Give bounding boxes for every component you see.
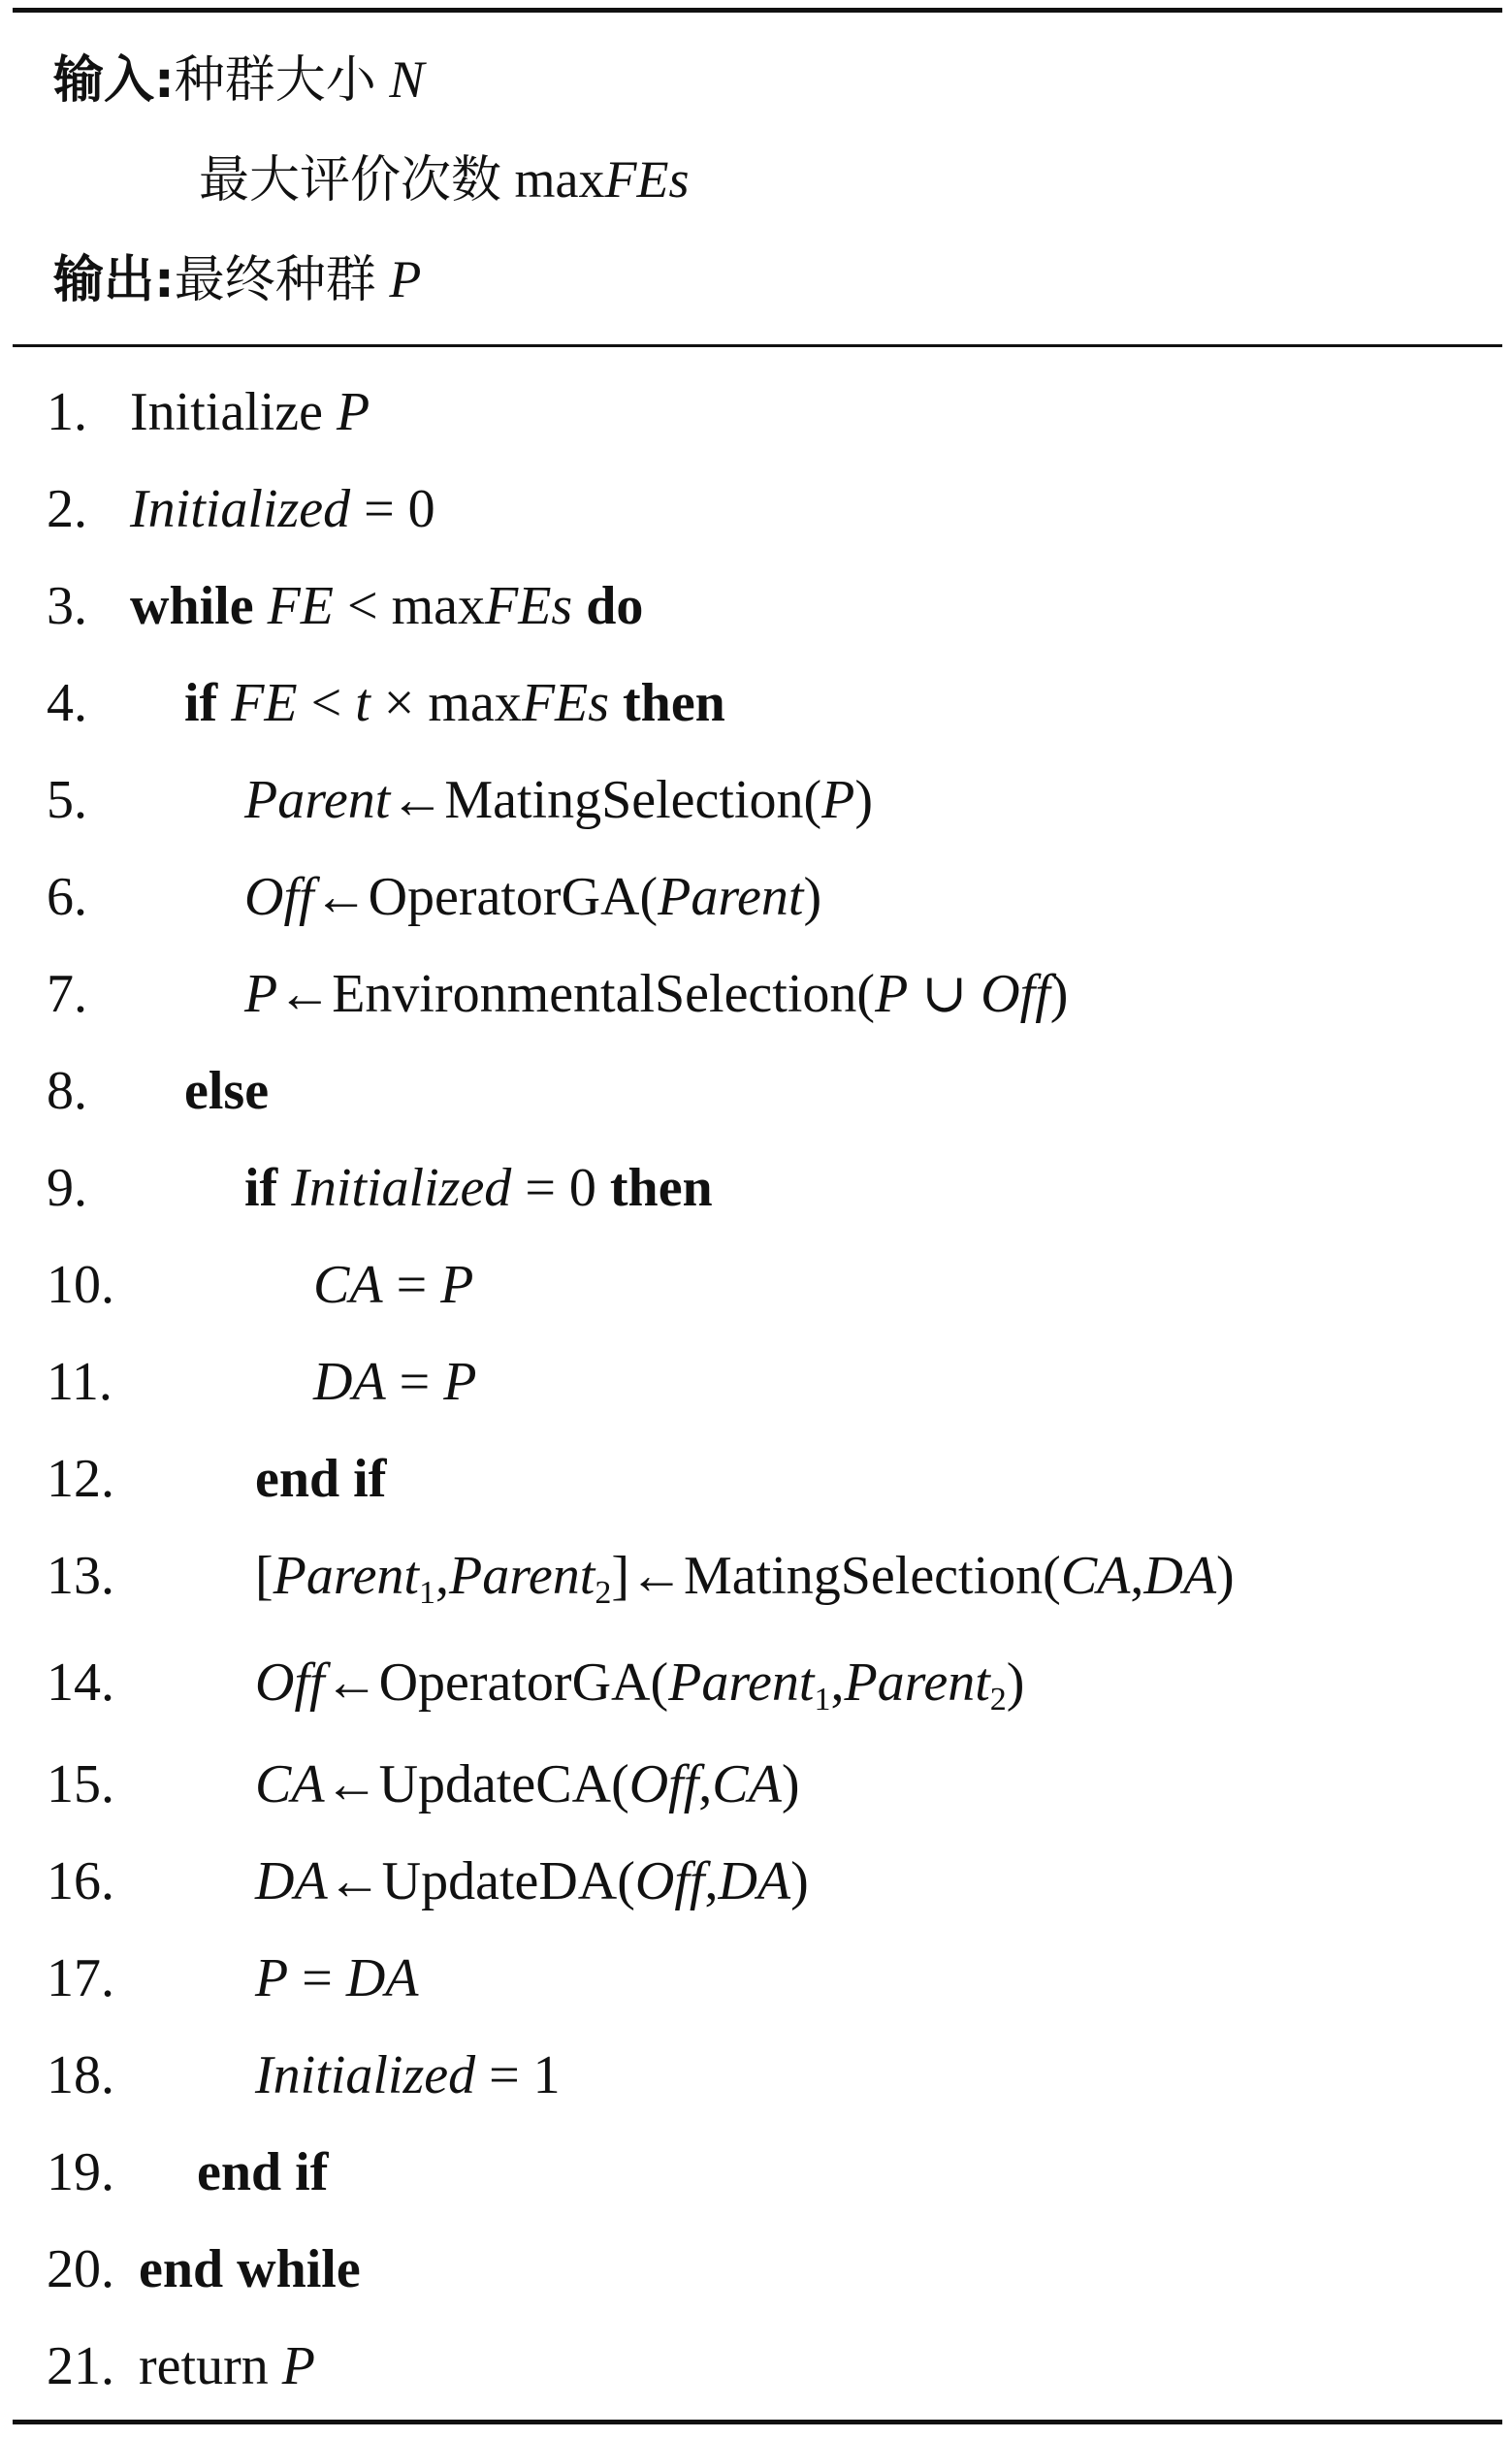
population-var: P: [443, 1352, 477, 1412]
algo-line-15: [47, 1746, 800, 1823]
top-rule: [13, 8, 1502, 13]
comma: ,: [1130, 1546, 1144, 1606]
algo-line-1: [47, 373, 370, 451]
header-divider-rule: [13, 344, 1502, 347]
line-number: 8.: [47, 1061, 87, 1121]
fe-var: FE: [231, 673, 298, 733]
rparen: ): [1049, 964, 1069, 1024]
input-line-max-evaluations: [53, 141, 690, 218]
operator-ga-func: OperatorGA: [368, 867, 640, 927]
input-label: 输入:: [53, 51, 175, 110]
algo-line-16: [47, 1843, 809, 1920]
lparen: (: [803, 770, 822, 830]
arrow: ←: [324, 1754, 379, 1814]
lparen: (: [617, 1851, 635, 1911]
parent-var: Parent: [449, 1546, 595, 1606]
algo-line-12: [47, 1440, 386, 1518]
rparen: ): [1006, 1653, 1025, 1713]
comma: ,: [704, 1851, 719, 1911]
max-prefix: max: [391, 576, 485, 636]
da-var: DA: [255, 1851, 328, 1911]
da-var: DA: [345, 1948, 419, 2008]
algo-line-2: [47, 470, 435, 548]
parent-var: Parent: [244, 770, 391, 830]
line-number: 3.: [47, 576, 87, 636]
line-number: 7.: [47, 964, 87, 1024]
lparen: (: [1043, 1546, 1061, 1606]
input-max-prefix: max: [514, 150, 605, 209]
ca-var: CA: [313, 1255, 383, 1315]
input-population-size-text: 种群大小: [174, 51, 376, 110]
if-keyword: if: [184, 673, 218, 733]
subscript-1: 1: [419, 1575, 435, 1611]
return-keyword: return: [139, 2336, 269, 2396]
line-number: 6.: [47, 867, 87, 927]
subscript-2: 2: [595, 1575, 612, 1611]
off-var: Off: [981, 964, 1050, 1024]
rparen: ): [803, 867, 822, 927]
lparen: (: [639, 867, 659, 927]
da-var: DA: [1143, 1546, 1217, 1606]
line-number: 16.: [47, 1851, 114, 1911]
arrow: ←: [324, 1653, 379, 1713]
off-var: Off: [255, 1653, 325, 1713]
lparen: (: [650, 1653, 669, 1713]
algo-line-9: [47, 1149, 713, 1227]
population-var: P: [244, 964, 278, 1024]
union-sign: ∪: [921, 964, 968, 1024]
line-number: 20.: [47, 2239, 114, 2299]
initialize-keyword: Initialize: [130, 382, 324, 442]
line-number: 10.: [47, 1255, 114, 1315]
output-final-population-text: 最终种群: [174, 251, 376, 309]
population-var: P: [875, 964, 909, 1024]
line-number: 15.: [47, 1754, 114, 1814]
algo-line-3: [47, 567, 643, 645]
equals-zero: = 0: [525, 1158, 596, 1218]
algo-line-10: [47, 1246, 473, 1324]
then-keyword: then: [609, 1158, 713, 1218]
initialized-var: Initialized: [130, 479, 351, 539]
assign-zero: = 0: [364, 479, 435, 539]
algo-line-21: [47, 2327, 315, 2405]
output-label: 输出:: [53, 251, 175, 309]
comma: ,: [830, 1653, 845, 1713]
while-keyword: while: [130, 576, 254, 636]
mating-selection-func: MatingSelection: [444, 770, 804, 830]
da-var: DA: [718, 1851, 791, 1911]
parent-var: Parent: [273, 1546, 419, 1606]
line-number: 17.: [47, 1948, 114, 2008]
line-number: 18.: [47, 2045, 114, 2105]
lbracket: [: [255, 1546, 273, 1606]
input-max-evaluations-text: 最大评价次数: [199, 151, 502, 209]
rparen: ): [781, 1754, 800, 1814]
end-if-keyword: end if: [255, 1449, 387, 1509]
parent-var: Parent: [668, 1653, 815, 1713]
initialized-var: Initialized: [255, 2045, 476, 2105]
mating-selection-func: MatingSelection: [684, 1546, 1044, 1606]
population-var: P: [281, 2336, 315, 2396]
comma: ,: [435, 1546, 449, 1606]
do-keyword: do: [586, 576, 644, 636]
update-ca-func: UpdateCA: [378, 1754, 612, 1814]
max-prefix: max: [428, 673, 522, 733]
equals: =: [399, 1352, 431, 1412]
arrow: ←: [277, 964, 333, 1024]
line-number: 4.: [47, 673, 87, 733]
equals: =: [302, 1948, 333, 2008]
then-keyword: then: [623, 673, 725, 733]
line-number: 13.: [47, 1546, 114, 1606]
lparen: (: [611, 1754, 629, 1814]
subscript-2: 2: [989, 1682, 1007, 1717]
input-population-size-symbol: N: [389, 50, 425, 109]
bottom-rule: [13, 2420, 1502, 2424]
algo-line-18: [47, 2037, 561, 2114]
algo-line-8: [47, 1052, 269, 1130]
algo-line-14: [47, 1644, 1024, 1721]
initialized-var: Initialized: [291, 1158, 512, 1218]
algo-line-7: [47, 955, 1068, 1033]
assign-one: = 1: [489, 2045, 561, 2105]
line-number: 2.: [47, 479, 87, 539]
line-number: 21.: [47, 2336, 114, 2396]
if-keyword: if: [244, 1158, 278, 1218]
subscript-1: 1: [814, 1682, 831, 1717]
t-var: t: [355, 673, 370, 733]
ca-var: CA: [712, 1754, 782, 1814]
algo-line-13: [47, 1537, 1235, 1615]
population-var: P: [821, 770, 855, 830]
algo-line-19: [47, 2134, 328, 2211]
line-number: 14.: [47, 1653, 114, 1713]
off-var: Off: [634, 1851, 705, 1911]
fe-var: FE: [267, 576, 334, 636]
parent-var: Parent: [658, 867, 804, 927]
population-var: P: [440, 1255, 474, 1315]
algo-line-17: [47, 1940, 418, 2017]
fes-var: FEs: [521, 673, 610, 733]
ca-var: CA: [1060, 1546, 1131, 1606]
arrow: ←: [313, 867, 369, 927]
output-line: [53, 241, 421, 318]
algo-line-20: [47, 2230, 361, 2308]
update-da-func: UpdateDA: [381, 1851, 618, 1911]
less-than: <: [346, 576, 378, 636]
algo-line-4: [47, 664, 725, 742]
lparen: (: [856, 964, 876, 1024]
parent-var: Parent: [844, 1653, 990, 1713]
output-symbol: P: [389, 250, 422, 308]
else-keyword: else: [184, 1061, 270, 1121]
times-sign: ×: [383, 673, 415, 733]
end-if-keyword: end if: [197, 2142, 329, 2202]
arrow: ←: [629, 1546, 684, 1606]
rparen: ): [1216, 1546, 1235, 1606]
equals: =: [396, 1255, 428, 1315]
population-var: P: [255, 1948, 289, 2008]
ca-var: CA: [255, 1754, 325, 1814]
off-var: Off: [628, 1754, 699, 1814]
rparen: ): [790, 1851, 809, 1911]
algo-line-6: [47, 858, 821, 936]
end-while-keyword: end while: [139, 2239, 361, 2299]
line-number: 1.: [47, 382, 87, 442]
line-number: 9.: [47, 1158, 87, 1218]
operator-ga-func: OperatorGA: [378, 1653, 651, 1713]
line-number: 5.: [47, 770, 87, 830]
population-var: P: [337, 382, 370, 442]
line-number: 19.: [47, 2142, 114, 2202]
line-number: 11.: [47, 1352, 113, 1412]
algo-line-11: [47, 1343, 476, 1421]
da-var: DA: [313, 1352, 386, 1412]
input-line-population-size: [53, 41, 424, 118]
fes-var: FEs: [485, 576, 573, 636]
environmental-selection-func: EnvironmentalSelection: [332, 964, 857, 1024]
arrow: ←: [327, 1851, 382, 1911]
line-number: 12.: [47, 1449, 114, 1509]
rbracket: ]: [611, 1546, 629, 1606]
arrow: ←: [390, 770, 445, 830]
off-var: Off: [244, 867, 314, 927]
rparen: ): [854, 770, 874, 830]
input-max-evaluations-symbol: FEs: [604, 150, 690, 209]
less-than: <: [310, 673, 342, 733]
comma: ,: [698, 1754, 713, 1814]
algo-line-5: [47, 761, 873, 839]
